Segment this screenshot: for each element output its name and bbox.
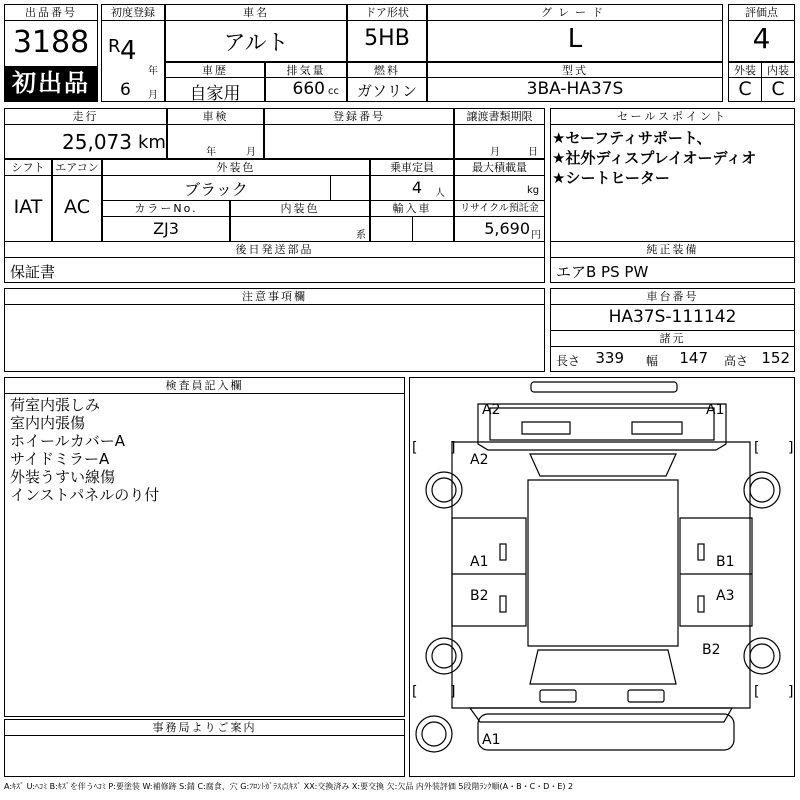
dimensions-label: 諸元 bbox=[550, 330, 795, 347]
fuel: ガソリン bbox=[356, 82, 417, 100]
recycle-unit: 円 bbox=[531, 230, 541, 241]
first-listing-badge: 初出品 bbox=[5, 66, 97, 101]
capacity-unit: 人 bbox=[435, 188, 445, 199]
interior-color-suffix: 系 bbox=[356, 230, 366, 241]
bracket-mark: ] bbox=[788, 440, 794, 456]
inspection-label: 車検 bbox=[167, 108, 264, 125]
inspector-label: 検査員記入欄 bbox=[4, 377, 405, 394]
car-diagram bbox=[410, 378, 794, 776]
displacement: 660 bbox=[292, 79, 325, 99]
bracket-mark: [ bbox=[754, 440, 760, 456]
inspector-note: ホイールカバーA bbox=[10, 432, 125, 450]
recycle-label: リサイクル預託金 bbox=[454, 200, 545, 217]
doc-deadline-label: 譲渡書類期限 bbox=[454, 108, 545, 125]
first-reg-year-unit: 年 bbox=[148, 66, 158, 77]
ac-label: エアコン bbox=[52, 159, 102, 176]
sales-points-list bbox=[552, 128, 795, 188]
height: 152 bbox=[761, 349, 790, 367]
height-label: 高さ bbox=[724, 354, 749, 368]
damage-mark: A1 bbox=[706, 402, 725, 418]
import-subcell bbox=[412, 216, 454, 242]
ext-label: 外装 bbox=[728, 62, 762, 78]
car-diagram-box bbox=[409, 377, 795, 777]
reg-number-cell bbox=[264, 124, 454, 159]
max-load-label: 最大積載量 bbox=[454, 159, 545, 176]
ac: AC bbox=[64, 196, 90, 218]
inspector-notes bbox=[10, 396, 400, 504]
door-type: 5HB bbox=[364, 26, 410, 51]
color-no-label: カラーNo. bbox=[102, 200, 230, 217]
sales-point: ★セーフティサポート、 bbox=[552, 129, 712, 147]
model: 3BA-HA37S bbox=[526, 79, 624, 99]
sales-point: ★社外ディスプレイオーディオ bbox=[552, 149, 757, 167]
mileage-label: 走行 bbox=[4, 108, 167, 125]
sales-points-label: セールスポイント bbox=[550, 108, 795, 125]
recycle-amount: 5,690 bbox=[484, 219, 530, 238]
exterior-color-label: 外装色 bbox=[102, 159, 370, 176]
office-label: 事務局よりご案内 bbox=[4, 719, 405, 736]
lot-number: 3188 bbox=[12, 25, 90, 60]
first-reg-month-unit: 月 bbox=[148, 90, 158, 101]
bracket-mark: ] bbox=[450, 440, 456, 456]
damage-mark: A3 bbox=[716, 588, 735, 604]
damage-mark: A1 bbox=[482, 732, 501, 748]
sales-point: ★シートヒーター bbox=[552, 169, 670, 187]
displacement-label: 排気量 bbox=[265, 62, 347, 78]
displacement-unit: cc bbox=[328, 86, 339, 97]
inspector-note: 室内内張傷 bbox=[10, 414, 86, 432]
damage-mark: B2 bbox=[702, 642, 721, 658]
grade: L bbox=[567, 24, 583, 54]
inspector-note: サイドミラーA bbox=[10, 450, 110, 468]
ext-grade: C bbox=[738, 78, 752, 100]
first-reg-label: 初度登録 bbox=[101, 4, 165, 21]
exterior-color: ブラック bbox=[184, 180, 248, 199]
inspector-note: 外装うすい線傷 bbox=[10, 468, 116, 486]
interior-color-label: 内装色 bbox=[230, 200, 370, 217]
length: 339 bbox=[595, 349, 624, 367]
inspection-year-unit: 年 bbox=[206, 147, 216, 158]
first-reg-era: R bbox=[108, 36, 121, 57]
door-label: ドア形状 bbox=[347, 4, 427, 21]
inspector-note: インストパネルのり付 bbox=[10, 486, 160, 504]
car-name-label: 車名 bbox=[165, 4, 347, 21]
first-reg-year: 4 bbox=[120, 36, 137, 66]
bracket-mark: ] bbox=[788, 684, 794, 700]
later-parts: 保証書 bbox=[10, 263, 56, 281]
history-label: 車歴 bbox=[165, 62, 265, 78]
bracket-mark: [ bbox=[412, 440, 418, 456]
int-label: 内装 bbox=[761, 62, 795, 78]
shift: IAT bbox=[13, 196, 43, 218]
car-name: アルト bbox=[223, 31, 289, 56]
inspection-month-unit: 月 bbox=[246, 147, 256, 158]
fuel-label: 燃料 bbox=[347, 62, 427, 78]
damage-mark: B1 bbox=[716, 554, 735, 570]
bracket-mark: [ bbox=[412, 684, 418, 700]
history: 自家用 bbox=[189, 84, 241, 104]
interior-color-cell bbox=[230, 216, 370, 242]
max-load-unit: kg bbox=[527, 185, 540, 196]
reg-number-label: 登録番号 bbox=[264, 108, 454, 125]
chassis-number: HA37S-111142 bbox=[608, 307, 737, 327]
genuine-label: 純正装備 bbox=[550, 241, 795, 258]
width-label: 幅 bbox=[646, 354, 659, 368]
doc-day-unit: 日 bbox=[528, 147, 538, 158]
score: 4 bbox=[752, 22, 771, 55]
shift-label: シフト bbox=[4, 159, 52, 176]
notes-label: 注意事項欄 bbox=[4, 288, 545, 305]
damage-mark: A1 bbox=[470, 554, 489, 570]
genuine-equipment: エアB PS PW bbox=[556, 263, 649, 281]
color-no: ZJ3 bbox=[153, 219, 179, 238]
score-label: 評価点 bbox=[728, 4, 795, 21]
mileage: 25,073 bbox=[62, 130, 132, 154]
grade-label: グレード bbox=[427, 4, 723, 21]
bracket-mark: ] bbox=[450, 684, 456, 700]
width: 147 bbox=[679, 349, 708, 367]
capacity-label: 乗車定員 bbox=[370, 159, 454, 176]
length-label: 長さ bbox=[556, 354, 581, 368]
model-label: 型式 bbox=[427, 62, 723, 78]
inspector-note: 荷室内張しみ bbox=[10, 396, 101, 414]
capacity: 4 bbox=[411, 178, 422, 197]
bracket-mark: [ bbox=[754, 684, 760, 700]
int-grade: C bbox=[771, 78, 785, 100]
doc-month-unit: 月 bbox=[490, 147, 500, 158]
exterior-color-subcell bbox=[330, 175, 370, 201]
lot-number-label: 出品番号 bbox=[4, 4, 98, 21]
mileage-unit: km bbox=[138, 132, 166, 153]
damage-mark: A2 bbox=[482, 402, 501, 418]
later-parts-label: 後日発送部品 bbox=[4, 241, 545, 258]
damage-mark: A2 bbox=[470, 452, 489, 468]
import-label: 輸入車 bbox=[370, 200, 454, 217]
first-reg-month: 6 bbox=[120, 80, 131, 100]
chassis-label: 車台番号 bbox=[550, 288, 795, 305]
damage-mark: B2 bbox=[470, 588, 489, 604]
legend: A:ｷｽﾞ U:ﾍｺﾐ B:ｷｽﾞを伴うﾍｺﾐ P:要塗装 W:補修跡 S:錆 C:腐食、穴 G:ﾌﾛﾝﾄｶﾞﾗｽ点ｷｽﾞ XX:交換済み X:要交換 欠:欠品 内外装評価 5段階ﾗﾝｸ順(A・B・C・D・E) 2 bbox=[4, 782, 574, 791]
